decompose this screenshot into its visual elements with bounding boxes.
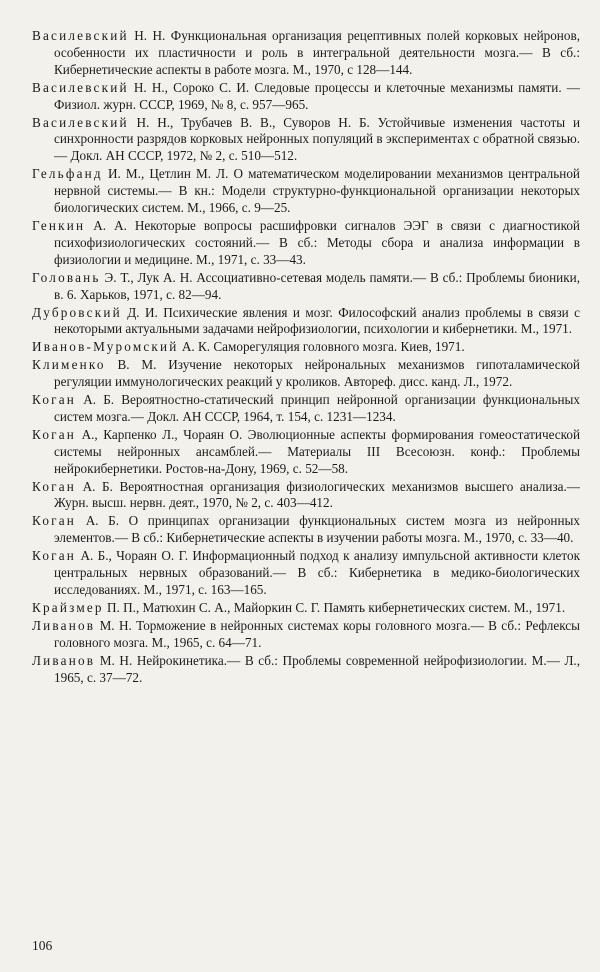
reference-entry bbox=[32, 115, 580, 166]
reference-author: Коган bbox=[32, 392, 77, 408]
reference-author: Головань bbox=[32, 269, 101, 285]
reference-entry bbox=[32, 653, 580, 687]
reference-text: А. Б. Вероятностная организация физиологических механизмов высшего анализа.— Журн. высш. нервн. деят., 1970, № 2, с. 403—412. bbox=[54, 478, 580, 511]
reference-author: Ливанов bbox=[32, 652, 96, 668]
reference-author: Дубровский bbox=[32, 304, 122, 320]
reference-author: Коган bbox=[32, 478, 77, 494]
page-number: 106 bbox=[32, 938, 53, 953]
reference-entry bbox=[32, 80, 580, 114]
reference-text: Н. Н., Сороко С. И. Следовые процессы и клеточные механизмы памяти. — Физиол. журн. СССР, 1969, № 8, с. 957—965. bbox=[54, 79, 580, 112]
reference-author: Ливанов bbox=[32, 617, 96, 633]
reference-entry bbox=[32, 166, 580, 217]
reference-text: В. М. Изучение некоторых нейрональных механизмов гипоталамической регуляции иммунологических реакций у кроликов. Автореф. дисс. канд. Л., 1972. bbox=[54, 357, 580, 390]
reference-author: Василевский bbox=[32, 79, 129, 95]
reference-entry bbox=[32, 513, 580, 547]
reference-entry bbox=[32, 392, 580, 426]
reference-text: П. П., Матюхин С. А., Майоркин С. Г. Память кибернетических систем. М., 1971. bbox=[103, 599, 566, 615]
reference-entry bbox=[32, 339, 580, 356]
reference-entry bbox=[32, 218, 580, 269]
reference-author: Гельфанд bbox=[32, 166, 103, 182]
reference-author: Коган bbox=[32, 426, 77, 442]
reference-text: Д. И. Психические явления и мозг. Философский анализ проблемы в связи с некоторыми актуальными задачами нейрофизиологии, психологии и кибернетики. М., 1971. bbox=[54, 304, 580, 337]
reference-text: М. Н. Торможение в нейронных системах коры головного мозга.— В сб.: Рефлексы головного мозга. М., 1965, с. 64—71. bbox=[54, 617, 580, 650]
reference-author: Василевский bbox=[32, 28, 129, 43]
reference-entry bbox=[32, 427, 580, 478]
reference-text: Э. Т., Лук А. Н. Ассоциативно-сетевая модель памяти.— В сб.: Проблемы бионики, в. 6. Харьков, 1971, с. 82—94. bbox=[54, 269, 580, 302]
reference-list bbox=[32, 28, 580, 687]
reference-text: Н. Н., Трубачев В. В., Суворов Н. Б. Устойчивые изменения частоты и синхронности разрядов корковых нейронных популяций в экспериментах с обратной связью.— Докл. АН СССР, 1972, № 2, с. 510—512. bbox=[54, 114, 580, 164]
reference-entry bbox=[32, 28, 580, 79]
reference-author: Коган bbox=[32, 548, 77, 564]
reference-entry bbox=[32, 479, 580, 513]
reference-text: А. Б., Чораян О. Г. Информационный подход к анализу импульсной активности клеток центральных нервных образований.— В сб.: Кибернетика в медико-биологических исследованиях. М., 1971, с. 163—165. bbox=[54, 548, 580, 597]
reference-author: Коган bbox=[32, 513, 77, 529]
reference-author: Клименко bbox=[32, 357, 106, 373]
reference-text: Н. Н. Функциональная организация рецептивных полей корковых нейронов, особенности их пластичности и роль в интегральной деятельности мозга.— В сб.: Кибернетические аспекты в работе мозга. М., 1970, с 128—144. bbox=[54, 28, 580, 77]
reference-author: Иванов-Муромский bbox=[32, 339, 179, 355]
reference-entry bbox=[32, 305, 580, 339]
reference-text: А., Карпенко Л., Чораян О. Эволюционные аспекты формирования гомеостатической системы нейронных ансамблей.— Материалы III Всесоюзн. конф.: Проблемы нейрокибернетики. Ростов-на-Дону, 1969, с. 52—58. bbox=[54, 426, 580, 476]
reference-text: А. К. Саморегуляция головного мозга. Киев, 1971. bbox=[178, 339, 465, 355]
reference-text: А. Б. О принципах организации функциональных систем мозга из нейронных элементов.— В сб.: Кибернетические аспекты в изучении работы мозга. М., 1970, с. 33—40. bbox=[54, 513, 580, 546]
reference-author: Крайзмер bbox=[32, 599, 104, 615]
reference-author: Василевский bbox=[32, 114, 129, 130]
reference-text: М. Н. Нейрокинетика.— В сб.: Проблемы современной нейрофизиологии. М.— Л., 1965, с. 37—72. bbox=[54, 652, 580, 685]
reference-entry bbox=[32, 357, 580, 391]
reference-text: А. А. Некоторые вопросы расшифровки сигналов ЭЭГ в связи с диагностикой психофизиологических состояний.— В сб.: Методы сбора и анализа информации в физиологии и медицине. М., 1971, с. 33—43. bbox=[54, 217, 580, 267]
reference-author: Генкин bbox=[32, 217, 86, 233]
reference-text: И. М., Цетлин М. Л. О математическом моделировании механизмов центральной нервной системы.— В кн.: Модели структурно-функциональной организации некоторых биологических систем. М., 1966, с. 9—25. bbox=[54, 166, 580, 216]
reference-entry bbox=[32, 270, 580, 304]
reference-entry bbox=[32, 618, 580, 652]
reference-text: А. Б. Вероятностно-статический принцип нейронной организации функциональных систем мозга.— Докл. АН СССР, 1964, т. 154, с. 1231—1234. bbox=[54, 392, 580, 424]
reference-entry bbox=[32, 600, 580, 617]
reference-entry bbox=[32, 548, 580, 599]
